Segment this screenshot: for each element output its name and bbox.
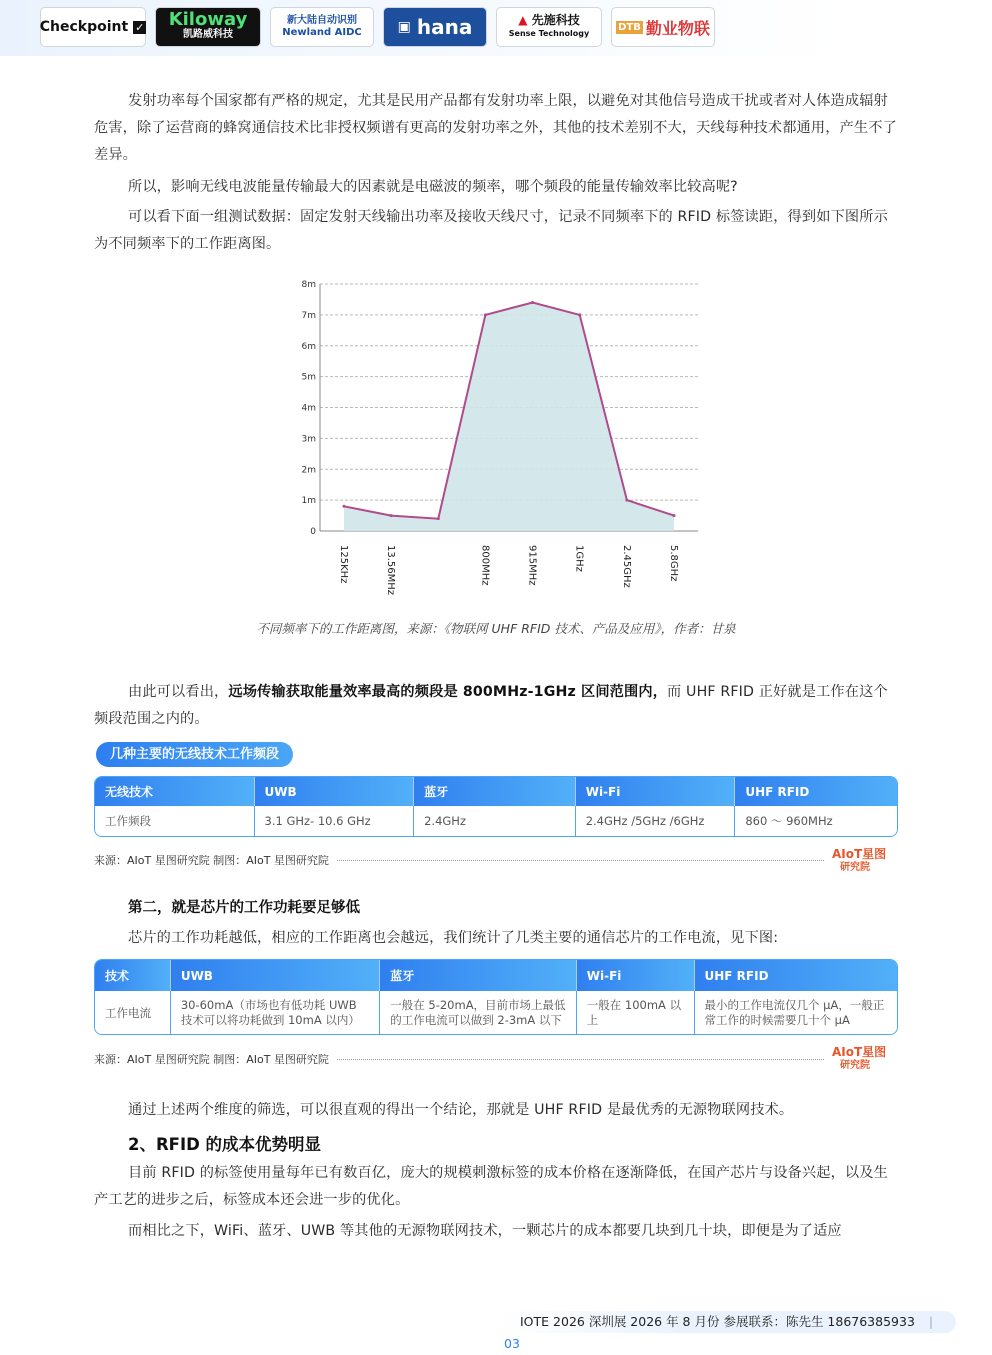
- chart-data-point: [437, 517, 440, 520]
- chart-data-point: [484, 313, 487, 316]
- chart-data-point: [390, 514, 393, 517]
- table2-header: UWB: [171, 960, 380, 991]
- x-tick-label: 800MHz: [479, 545, 491, 586]
- chart-area-fill: [344, 303, 674, 532]
- x-tick-label: 1GHz: [573, 545, 585, 572]
- table2-cell: 30-60mA（市场也有低功耗 UWB 技术可以将功耗做到 10mA 以内）: [171, 991, 380, 1034]
- logo-sense: ▲ 先施科技 Sense Technology: [496, 7, 602, 47]
- table1-header: UWB: [255, 777, 415, 806]
- table1-cell: 3.1 GHz- 10.6 GHz: [255, 806, 415, 836]
- paragraph-cost: 目前 RFID 的标签使用量每年已有数百亿，庞大的规模刺激标签的成本价格在逐渐降低，在国产芯片与设备兴起，以及生产工艺的进步之后，标签成本还会进一步的优化。: [94, 1165, 888, 1208]
- table2-header: 蓝牙: [380, 960, 577, 991]
- paragraph-frequency: 所以，影响无线电波能量传输最大的因素就是电磁波的频率，哪个频段的能量传输效率比较高呢?: [128, 179, 738, 195]
- table1-cell: 工作频段: [95, 806, 255, 836]
- table2-cell: 工作电流: [95, 991, 171, 1034]
- footer-text: IOTE 2026 深圳展 2026 年 8 月份 参展联系：陈先生 18676385933: [520, 1314, 915, 1329]
- y-tick-label: 4m: [301, 403, 316, 414]
- aiot-watermark-logo: AIoT星图 研究院: [832, 1045, 887, 1071]
- y-tick-label: 2m: [301, 465, 316, 476]
- table2-cell: 一般在 5-20mA，目前市场上最低的工作电流可以做到 2-3mA 以下: [380, 991, 577, 1034]
- x-tick-label: 2.45GHz: [620, 545, 632, 588]
- chart-data-point: [578, 313, 581, 316]
- section-heading-cost: 2、RFID 的成本优势明显: [128, 1135, 322, 1154]
- current-table: [94, 959, 898, 1035]
- paragraph-power: 发射功率每个国家都有严格的规定，尤其是民用产品都有发射功率上限，以避免对其他信号造成干扰或者对人体造成辐射危害，除了运营商的蜂窝通信技术比非授权频谱有更高的发射功率之外，其他的技术差别不大，天线每种技术都通用，产生不了差异。: [94, 93, 897, 163]
- section-title-power: 第二，就是芯片的工作功耗要足够低: [128, 900, 360, 916]
- paragraph-chip-power: 芯片的工作功耗越低，相应的工作距离也会越远，我们统计了几类主要的通信芯片的工作电流，见下图:: [128, 930, 779, 946]
- paragraph-conclusion-2: 通过上述两个维度的筛选，可以很直观的得出一个结论，那就是 UHF RFID 是最优秀的无源物联网技术。: [128, 1102, 794, 1118]
- y-tick-label: 5m: [301, 372, 316, 383]
- footer-separator: |: [928, 1314, 934, 1329]
- chart-caption: 不同频率下的工作距离图，来源：《物联网 UHF RFID 技术、产品及应用》，作者：甘泉: [256, 621, 736, 636]
- logo-hana: ▣ hana: [383, 7, 487, 47]
- x-tick-label: 5.8GHz: [668, 545, 679, 582]
- logo-checkpoint: Checkpoint ✓: [40, 7, 146, 47]
- table1-cell: 860 ～ 960MHz: [735, 806, 897, 836]
- table1-cell: 2.4GHz /5GHz /6GHz: [576, 806, 736, 836]
- y-tick-label: 3m: [301, 434, 316, 445]
- y-tick-label: 8m: [301, 280, 316, 290]
- table2-header: Wi-Fi: [577, 960, 695, 991]
- table1-header: Wi-Fi: [576, 777, 736, 806]
- x-tick-label: 13.56MHz: [385, 545, 397, 596]
- chart-data-point: [625, 499, 628, 502]
- table1-header: 蓝牙: [414, 777, 576, 806]
- table2-cell: 最小的工作电流仅几个 μA，一般正常工作的时候需要几十个 μA: [695, 991, 897, 1034]
- sense-triangle-icon: ▲: [518, 13, 528, 27]
- logo-kiloway: Kiloway 凯路威科技: [155, 7, 261, 47]
- table2-header: UHF RFID: [695, 960, 897, 991]
- x-tick-label: 125KHz: [338, 545, 349, 584]
- page-footer: [498, 1311, 956, 1351]
- paragraph-compare: 而相比之下，WiFi、蓝牙、UWB 等其他的无源物联网技术，一颗芯片的成本都要几块到几十块，即便是为了适应: [128, 1223, 842, 1239]
- table2-source: 来源：AIoT 星图研究院 制图：AIoT 星图研究院: [94, 1051, 824, 1067]
- hana-icon: ▣: [397, 19, 411, 35]
- logo-newland: 新大陆自动识别 Newland AIDC: [270, 7, 374, 47]
- chart-data-point: [343, 505, 346, 508]
- y-tick-label: 6m: [301, 341, 316, 352]
- table1-source: 来源：AIoT 星图研究院 制图：AIoT 星图研究院: [94, 852, 824, 868]
- y-tick-label: 7m: [301, 310, 316, 321]
- paragraph-conclusion-1: 由此可以看出，远场传输获取能量效率最高的频段是 800MHz-1GHz 区间范围内，而 UHF RFID 正好就是工作在这个频段范围之内的。: [94, 684, 888, 727]
- y-tick-label: 1m: [301, 496, 316, 507]
- y-tick-label: 0: [310, 527, 316, 537]
- frequency-table: [94, 776, 898, 837]
- chart-data-point: [673, 514, 676, 517]
- paragraph-test-data: 可以看下面一组测试数据：固定发射天线输出功率及接收天线尺寸，记录不同频率下的 RFID 标签读距，得到如下图所示为不同频率下的工作距离图。: [94, 209, 888, 252]
- table1-cell: 2.4GHz: [414, 806, 576, 836]
- aiot-watermark-logo: AIoT星图 研究院: [832, 847, 887, 873]
- chart-data-point: [531, 301, 534, 304]
- distance-frequency-chart: [290, 272, 710, 602]
- table1-title: 几种主要的无线技术工作频段: [96, 742, 293, 767]
- x-tick-label: 915MHz: [526, 545, 538, 586]
- table2-header: 技术: [95, 960, 171, 991]
- page-number: 03: [504, 1336, 520, 1351]
- logo-qinye: DTB 勤业物联: [611, 7, 715, 47]
- table1-header: UHF RFID: [735, 777, 897, 806]
- table1-header: 无线技术: [95, 777, 255, 806]
- sponsor-logos: [40, 7, 715, 47]
- table2-cell: 一般在 100mA 以上: [577, 991, 695, 1034]
